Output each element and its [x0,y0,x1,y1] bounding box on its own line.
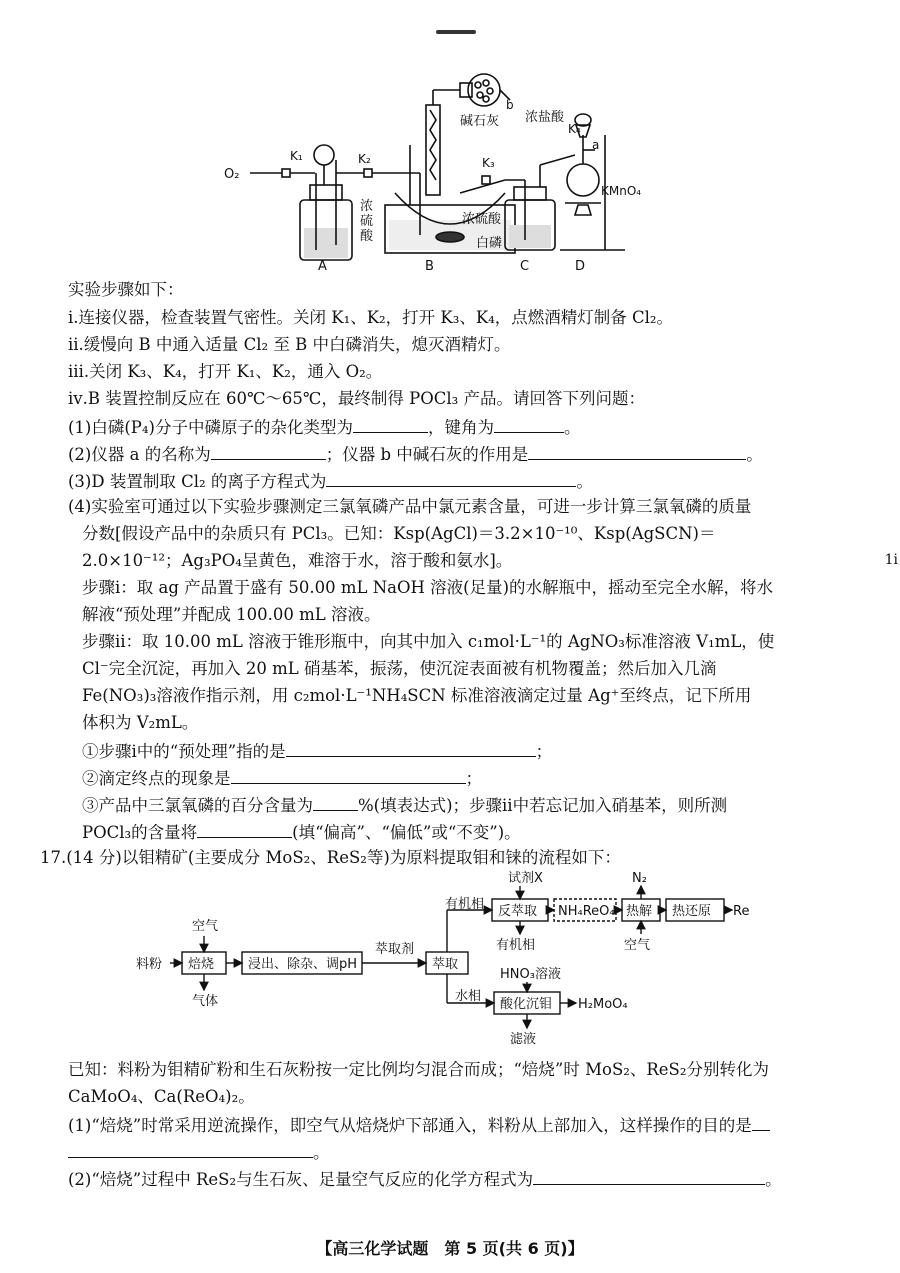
svg-text:硫: 硫 [360,214,374,229]
step-i-line1: 步骤ⅰ：取 ag 产品置于盛有 50.00 mL NaOH 溶液(足量)的水解瓶中，摇动至完全水解，将水 [82,578,774,597]
sub-question-1: ①步骤ⅰ中的“预处理”指的是 ； [82,738,860,764]
thermal-red-label: 热还原 [672,904,712,919]
answer-blank[interactable] [528,441,746,460]
step-2: ⅱ.缓慢向 B 中通入适量 Cl₂ 至 B 中白磷消失，熄灭酒精灯。 [68,335,511,354]
condenser [426,105,440,195]
label-b: B [425,259,434,274]
conc-h2so4-a-label: 浓 [360,199,374,214]
k1-label: K₁ [290,149,303,163]
apparatus-diagram [220,45,660,275]
soda-lime-label: 碱石灰 [460,114,500,129]
page-footer: 【高三化学试题 第 5 页(共 6 页)】 [316,1239,584,1258]
step-3: ⅲ.关闭 K₃、K₄，打开 K₁、K₂，通入 O₂。 [68,362,383,381]
answer-blank[interactable] [752,1112,770,1131]
q16-4-line3: 2.0×10⁻¹²；Ag₃PO₄呈黄色，难溶于水，溶于酸和氨水]。 [82,551,513,570]
q17-1-cont: 。 [68,1139,860,1165]
sub-question-2: ②滴定终点的现象是 ； [82,765,860,791]
q16-4-line2: 分数[假设产品中的杂质只有 PCl₃。已知：Ksp(AgCl)＝3.2×10⁻¹⁰、Ksp(AgSCN)＝ [82,524,716,543]
k4-label: K₄ [568,122,581,136]
q17-2: (2)“焙烧”过程中 ReS₂与生石灰、足量空气反应的化学方程式为 。 [68,1166,860,1192]
aqueous-label: 水相 [455,989,482,1004]
answer-blank[interactable] [353,414,428,433]
answer-blank[interactable] [197,819,292,838]
step-1: ⅰ.连接仪器，检查装置气密性。关闭 K₁、K₂，打开 K₃、K₄，点燃酒精灯制备 Cl₂。 [68,308,674,327]
extractant-label: 萃取剂 [375,942,415,957]
q17-1: (1)“焙烧”时常采用逆流操作，即空气从焙烧炉下部通入，料粉从上部加入，这样操作的目的是 [68,1112,860,1138]
q17-title: 17.(14 分)以钼精矿(主要成分 MoS₂、ReS₂等)为原料提取钼和铼的流程如下： [40,848,621,867]
q16-3: (3)D 装置制取 Cl₂ 的离子方程式为 。 [68,468,860,494]
k3-label: K₃ [482,156,495,170]
q16-2: (2)仪器 a 的名称为 ；仪器 b 中碱石灰的作用是 。 [68,441,860,467]
acid-ppt-label: 酸化沉钼 [500,997,553,1012]
sub-question-3: ③产品中三氯氧磷的百分含量为 %(填表达式)；步骤ⅱ中若忘记加入硝基苯，则所测 [82,792,860,818]
step-ii-line3: Fe(NO₃)₃溶液作指示剂，用 c₂mol·L⁻¹NH₄SCN 标准溶液滴定过量 Ag⁺至终点，记下所用 [82,686,752,705]
answer-blank[interactable] [494,414,564,433]
label-c: C [520,259,530,274]
white-p-label: 白磷 [476,236,503,251]
flask-d [567,164,599,196]
extract-label: 萃取 [432,957,459,972]
q16-4-line1: (4)实验室可通过以下实验步骤测定三氯氧磷产品中氯元素含量，可进一步计算三氯氧磷的质量 [68,497,752,516]
answer-blank[interactable] [533,1166,765,1185]
air-bottom-label: 空气 [624,938,651,953]
known-line1: 已知：料粉为钼精矿粉和生石灰粉按一定比例均匀混合而成；“焙烧”时 MoS₂、ReS₂分别转化为 [68,1060,769,1079]
step-ii-line1: 步骤ⅱ：取 10.00 mL 溶液于锥形瓶中，向其中加入 c₁mol·L⁻¹的 AgNO₃标准溶液 V₁mL，使 [82,632,775,651]
kmno4-label: KMnO₄ [601,184,642,198]
answer-blank[interactable] [68,1139,313,1158]
known-line2: CaMoO₄、Ca(ReO₄)₂。 [68,1087,255,1106]
feed-label: 料粉 [136,957,163,972]
k2-label: K₂ [358,152,371,166]
air-top-label: 空气 [192,919,219,934]
filtrate-label: 滤液 [510,1032,537,1047]
step-ii-line4: 体积为 V₂mL。 [82,713,199,732]
step-4: ⅳ.B 装置控制反应在 60℃～65℃，最终制得 POCl₃ 产品。请回答下列问题： [68,389,646,408]
conc-h2so4-c-label: 浓硫酸 [462,212,502,227]
re-label: Re [733,904,750,919]
answer-blank[interactable] [313,792,358,811]
reagent-x-label: 试剂X [508,871,543,886]
scan-mark [436,30,476,34]
answer-blank[interactable] [231,765,466,784]
organic-out-label: 有机相 [496,938,536,953]
gas-label: 气体 [192,994,219,1009]
answer-blank[interactable] [211,441,326,460]
svg-text:酸: 酸 [360,229,374,244]
steps-title: 实验步骤如下： [68,280,184,299]
n2-label: N₂ [632,871,647,886]
pyrolysis-label: 热解 [626,904,653,919]
answer-blank[interactable] [326,468,576,487]
h2moo4-label: H₂MoO₄ [578,997,628,1012]
back-extract-label: 反萃取 [498,904,538,919]
side-mark: 1i [884,552,898,568]
answer-blank[interactable] [286,738,536,757]
q16-1: (1)白磷(P₄)分子中磷原子的杂化类型为 ，键角为 。 [68,414,860,440]
hno3-label: HNO₃溶液 [500,967,561,982]
a-label: a [592,138,600,152]
flow-diagram [130,868,770,1053]
label-a: A [318,259,327,274]
b-label: b [506,98,514,112]
roast-label: 焙烧 [188,957,215,972]
step-i-line2: 解液“预处理”并配成 100.00 mL 溶液。 [82,605,381,624]
organic-label: 有机相 [445,897,485,912]
sub-question-3-cont: POCl₃的含量将 (填“偏高”、“偏低”或“不变”)。 [82,819,860,845]
step-ii-line2: Cl⁻完全沉淀，再加入 20 mL 硝基苯，振荡，使沉淀表面被有机物覆盖；然后加入几滴 [82,659,717,678]
leach-label: 浸出、除杂、调pH [248,957,358,972]
nh4reo4-label: NH₄ReO₄ [558,904,615,919]
conc-hcl-label: 浓盐酸 [525,110,565,125]
label-d: D [575,259,586,274]
o2-label: O₂ [224,167,240,182]
